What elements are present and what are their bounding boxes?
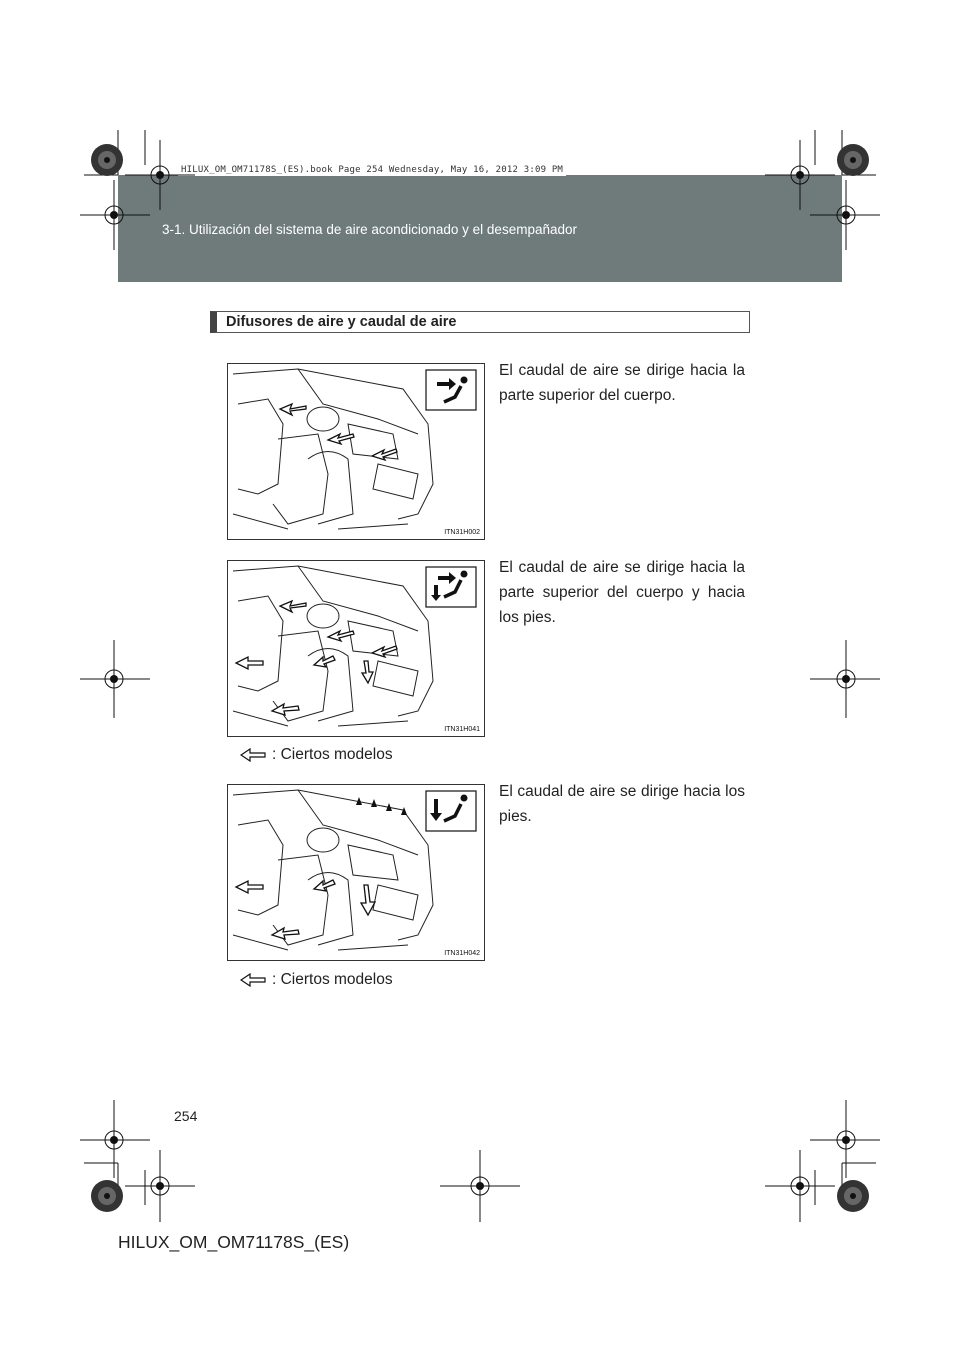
figure-code: ITN31H042	[444, 950, 480, 957]
document-id: HILUX_OM_OM71178S_(ES)	[118, 1232, 350, 1252]
book-stamp: HILUX_OM_OM71178S_(ES).book Page 254 Wednesday, May 16, 2012 3:09 PM	[178, 164, 566, 176]
mode-description: El caudal de aire se dirige hacia la parte superior del cuerpo.	[499, 362, 745, 404]
model-note-text: : Ciertos modelos	[272, 746, 393, 763]
figure-code: ITN31H002	[444, 529, 480, 536]
arrow-icon	[240, 748, 266, 762]
figure-floor-mode	[227, 784, 485, 961]
section-title: Difusores de aire y caudal de aire	[210, 311, 750, 333]
model-note	[240, 746, 393, 764]
model-note	[240, 971, 393, 989]
arrow-icon	[240, 973, 266, 987]
cabin-illustration	[228, 785, 484, 960]
cabin-illustration	[228, 364, 484, 539]
model-note-text: : Ciertos modelos	[272, 971, 393, 988]
figure-face-mode	[227, 363, 485, 540]
section-path: 3-1. Utilización del sistema de aire acondicionado y el desempañador	[162, 222, 577, 237]
page-number: 254	[174, 1108, 198, 1124]
cabin-illustration	[228, 561, 484, 736]
figure-code: ITN31H041	[444, 726, 480, 733]
figure-bilevel-mode	[227, 560, 485, 737]
mode-description: El caudal de aire se dirige hacia los pies.	[499, 783, 745, 825]
mode-description: El caudal de aire se dirige hacia la parte superior del cuerpo y hacia los pies.	[499, 559, 745, 626]
